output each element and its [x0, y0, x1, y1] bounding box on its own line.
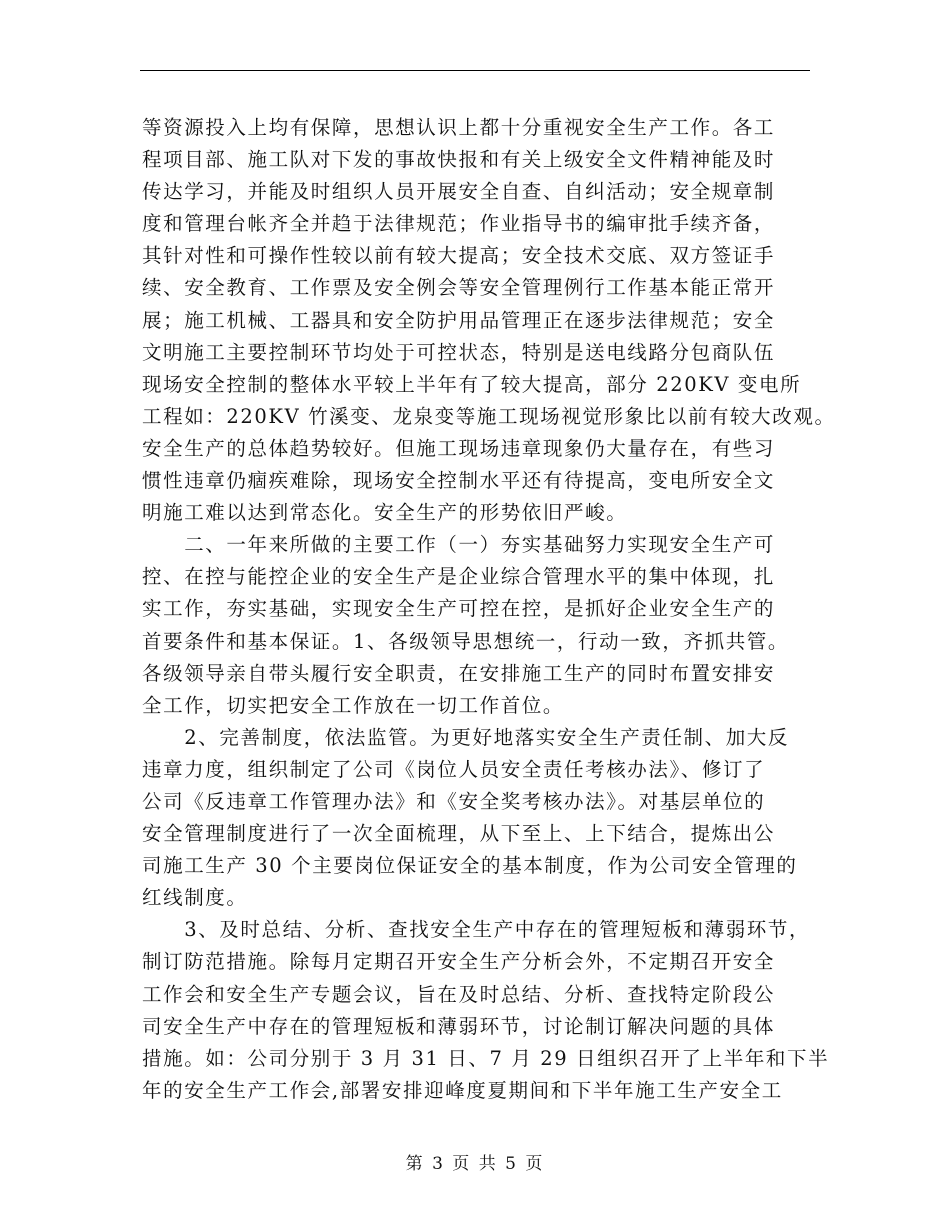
text-line: 明施工难以达到常态化。安全生产的形势依旧严峻。 [142, 501, 628, 525]
page-number: 第 3 页 共 5 页 [405, 1154, 545, 1174]
document-body [142, 112, 836, 1107]
text-line: 3、及时总结、分析、查找安全生产中存在的管理短板和薄弱环节， [142, 918, 811, 942]
text-line: 其针对性和可操作性较以前有较大提高；安全技术交底、双方签证手 [142, 244, 776, 268]
text-line: 现场安全控制的整体水平较上半年有了较大提高，部分 220KV 变电所 [142, 372, 802, 396]
text-line: 实工作，夯实基础，实现安全生产可控在控，是抓好企业安全生产的 [142, 597, 776, 621]
text-line: 展；施工机械、工器具和安全防护用品管理正在逐步法律规范；安全 [142, 308, 776, 332]
text-line: 年的安全生产工作会,部署安排迎峰度夏期间和下半年施工生产安全工 [142, 1078, 783, 1102]
text-line: 2、完善制度，依法监管。为更好地落实安全生产责任制、加大反 [142, 725, 790, 749]
text-line: 首要条件和基本保证。1、各级领导思想统一，行动一致，齐抓共管。 [142, 629, 790, 653]
text-line: 各级领导亲自带头履行安全职责，在安排施工生产的同时布置安排安 [142, 661, 776, 685]
text-line: 工作会和安全生产专题会议，旨在及时总结、分析、查找特定阶段公 [142, 982, 776, 1006]
page-footer [0, 1152, 950, 1176]
text-line: 工程如：220KV 竹溪变、龙泉变等施工现场视觉形象比以前有较大改观。 [142, 404, 836, 428]
text-line: 红线制度。 [142, 886, 248, 910]
text-line: 司施工生产 30 个主要岗位保证安全的基本制度，作为公司安全管理的 [142, 854, 798, 878]
text-line: 度和管理台帐齐全并趋于法律规范；作业指导书的编审批手续齐备， [142, 212, 776, 236]
header-rule [140, 70, 810, 71]
text-line: 控、在控与能控企业的安全生产是企业综合管理水平的集中体现，扎 [142, 565, 776, 589]
text-line: 程项目部、施工队对下发的事故快报和有关上级安全文件精神能及时 [142, 148, 776, 172]
text-line: 续、安全教育、工作票及安全例会等安全管理例行工作基本能正常开 [142, 276, 776, 300]
text-line: 违章力度，组织制定了公司《岗位人员安全责任考核办法》、修订了 [142, 757, 766, 781]
text-line: 安全生产的总体趋势较好。但施工现场违章现象仍大量存在，有些习 [142, 436, 776, 460]
text-line: 司安全生产中存在的管理短板和薄弱环节，讨论制订解决问题的具体 [142, 1014, 776, 1038]
text-line: 惯性违章仍痼疾难除，现场安全控制水平还有待提高，变电所安全文 [142, 469, 776, 493]
text-line: 等资源投入上均有保障，思想认识上都十分重视安全生产工作。各工 [142, 116, 776, 139]
text-line: 二、一年来所做的主要工作（一）夯实基础努力实现安全生产可 [142, 533, 776, 557]
text-line: 传达学习，并能及时组织人员开展安全自查、自纠活动；安全规章制 [142, 180, 776, 204]
text-line: 措施。如：公司分别于 3 月 31 日、7 月 29 日组织召开了上半年和下半 [142, 1046, 830, 1070]
text-line: 全工作，切实把安全工作放在一切工作首位。 [142, 693, 565, 717]
text-line: 公司《反违章工作管理办法》和《安全奖考核办法》。对基层单位的 [142, 789, 766, 813]
text-line: 安全管理制度进行了一次全面梳理，从下至上、上下结合，提炼出公 [142, 822, 776, 846]
text-line: 制订防范措施。除每月定期召开安全生产分析会外，不定期召开安全 [142, 950, 776, 974]
text-line: 文明施工主要控制环节均处于可控状态，特别是送电线路分包商队伍 [142, 340, 776, 364]
